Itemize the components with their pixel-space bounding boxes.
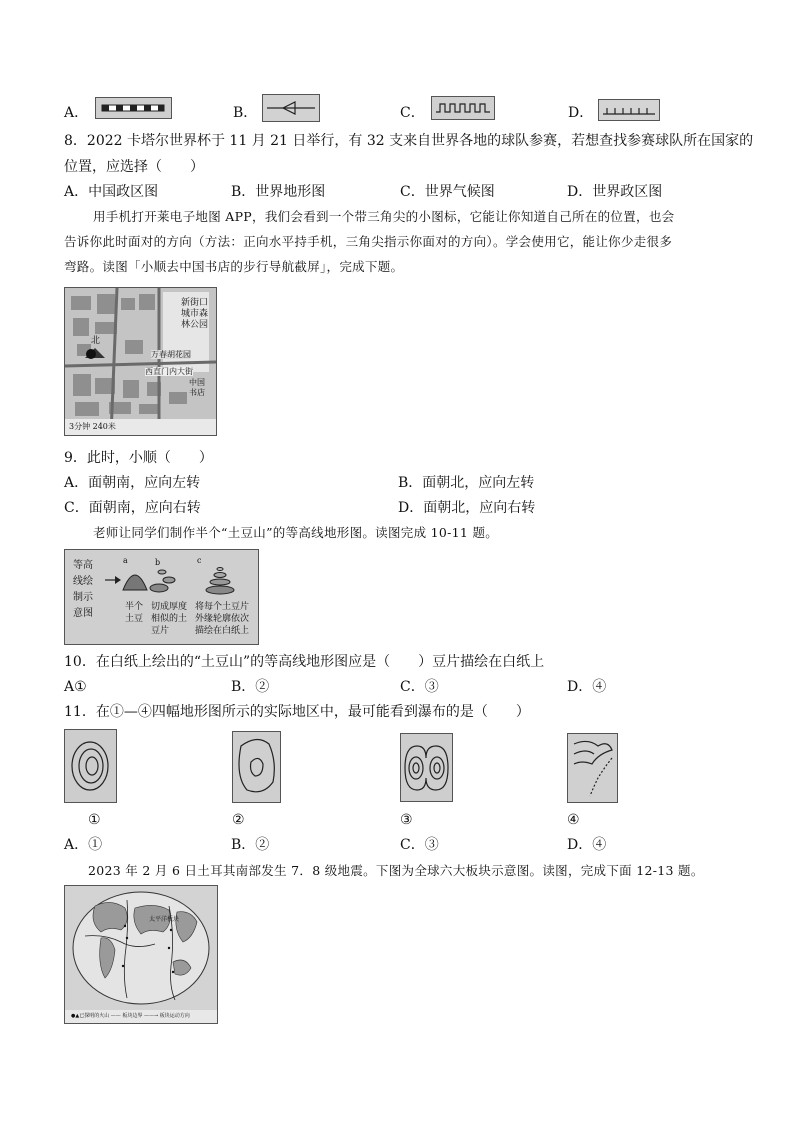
passage1-line3: 弯路。读图「小顺去中国书店的步行导航截屏」，完成下题。 (64, 259, 404, 274)
diagram-caption-a1: 半个 (125, 602, 144, 612)
q10-option-a: A① (64, 679, 87, 695)
arrow-symbol (262, 94, 320, 122)
diagram-title-2: 线绘 (73, 576, 93, 587)
q9-option-a: A．面朝南，应向左转 (64, 475, 201, 491)
q11-option-a: A．① (64, 837, 103, 853)
park-label-2: 城市森 (181, 309, 209, 319)
q11-option-d: D．④ (567, 837, 607, 853)
figure-label-1: ① (88, 812, 101, 828)
q9-option-d: D．面朝北，应向右转 (398, 500, 536, 516)
park-label-1: 新街口 (181, 298, 209, 308)
contour-figure-1 (64, 729, 117, 803)
q11-option-c: C．③ (400, 837, 439, 853)
diagram-caption-b3: 豆片 (151, 626, 170, 636)
contour-figure-4 (567, 733, 618, 803)
contour-figure-3 (400, 733, 453, 802)
q7-option-d: D． (568, 105, 594, 121)
tectonic-plates-map (64, 885, 218, 1024)
navigation-map (64, 287, 217, 436)
diagram-caption-c1: 将每个土豆片 (195, 602, 250, 612)
figure-label-2: ② (232, 812, 245, 828)
q10-option-b: B．② (231, 679, 270, 695)
diagram-caption-b1: 切成厚度 (151, 602, 188, 612)
potato-contour-diagram (64, 549, 259, 645)
lane-label: 万春胡花园 (151, 350, 191, 359)
diagram-label-c: c (197, 556, 202, 565)
diagram-title-3: 制示 (73, 592, 93, 603)
figure-label-4: ④ (567, 812, 580, 828)
q10-stem: 10．在白纸上绘出的“土豆山”的等高线地形图应是（ ）豆片描绘在白纸上 (64, 654, 545, 670)
figure-label-3: ③ (400, 812, 413, 828)
fence-symbol (598, 99, 660, 121)
contour-figure-2 (232, 731, 281, 803)
q10-option-c: C．③ (400, 679, 439, 695)
map-footer: 3分钟 240米 (69, 422, 116, 431)
passage1-line1: 用手机打开莱电子地图 APP，我们会看到一个带三角尖的小图标，它能让你知道自己所在的位置，也会 (93, 209, 675, 224)
street-label: 西直门内大街 (145, 367, 193, 376)
diagram-label-a: a (123, 556, 128, 565)
q10-option-d: D．④ (567, 679, 607, 695)
diagram-title-1: 等高 (73, 560, 93, 571)
q7-option-c: C． (400, 105, 425, 121)
q8-option-c: C．世界气候图 (400, 184, 495, 200)
q9-option-b: B．面朝北，应向左转 (398, 475, 535, 491)
diagram-caption-b2: 相似的土 (151, 614, 188, 624)
passage2-line1: 老师让同学们制作半个“土豆山”的等高线地形图。读图完成 10-11 题。 (93, 525, 499, 540)
north-label: 北 (91, 336, 101, 346)
passage1-line2: 告诉你此时面对的方向（方法：正向水平持手机，三角尖指示你面对的方向）。学会使用它，能让你少走很多 (64, 234, 673, 249)
store-label-2: 书店 (189, 388, 205, 397)
q11-stem: 11．在①—④四幅地形图所示的实际地区中，最可能看到瀑布的是（ ） (64, 704, 530, 720)
diagram-caption-a2: 土豆 (125, 614, 144, 624)
q9-stem: 9．此时，小顺（ ） (64, 450, 213, 466)
q8-stem-line1: 8．2022 卡塔尔世界杯于 11 月 21 日举行，有 32 支来自世界各地的球队参赛，若想查找参赛球队所在国家的 (64, 133, 754, 149)
q8-option-d: D．世界政区图 (567, 184, 663, 200)
diagram-caption-c3: 描绘在白纸上 (195, 626, 250, 636)
q8-option-a: A．中国政区图 (64, 184, 159, 200)
wall-symbol (431, 96, 495, 120)
passage3-line1: 2023 年 2 月 6 日土耳其南部发生 7．8 级地震。下图为全球六大板块示意图。读图，完成下面 12-13 题。 (88, 863, 704, 878)
q8-option-b: B．世界地形图 (231, 184, 326, 200)
q11-option-b: B．② (231, 837, 270, 853)
q7-option-b: B． (233, 105, 258, 121)
plates-map-legend: ●▲已探明的火山 —— 板块边界 ——→ 板块运动方向 (71, 1013, 190, 1019)
q9-option-c: C．面朝南，应向右转 (64, 500, 201, 516)
q7-option-a: A． (64, 105, 89, 121)
railway-symbol (95, 97, 172, 119)
diagram-title-4: 意图 (73, 608, 93, 619)
diagram-label-b: b (155, 558, 161, 567)
diagram-caption-c2: 外缘轮廓依次 (195, 614, 250, 624)
store-label-1: 中国 (189, 378, 205, 387)
pacific-plate-label: 太平洋板块 (149, 916, 180, 923)
q8-stem-line2: 位置，应选择（ ） (64, 159, 204, 175)
park-label-3: 林公园 (181, 320, 209, 330)
